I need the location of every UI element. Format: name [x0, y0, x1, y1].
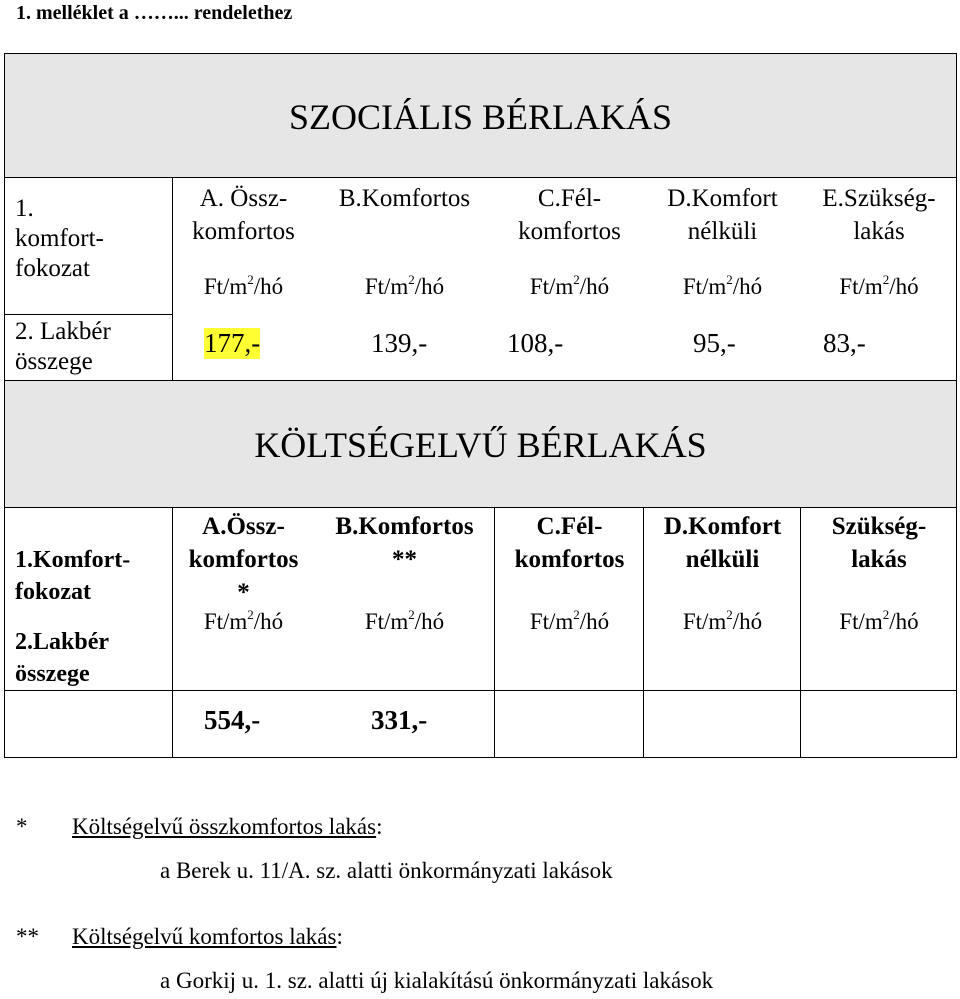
social-unit-d: $Ft/m^2/hó$ [682, 272, 763, 299]
cost-price-b: 331,- [371, 705, 428, 735]
cost-col-e: Szükség- lakás [831, 513, 927, 573]
cost-left-continuation [5, 691, 173, 758]
social-price-c: 108,- [507, 328, 564, 358]
cost-price-e [801, 691, 957, 758]
social-unit-b: $Ft/m^2/hó$ [364, 272, 445, 299]
social-unit-c: $Ft/m^2/hó$ [529, 272, 610, 299]
cost-price-d [644, 691, 801, 758]
cost-unit-a: $Ft/m^2/hó$ [203, 607, 284, 634]
social-title-cell [5, 54, 957, 178]
footnote-1-detail: a Berek u. 11/A. sz. alatti önkormányzati lakások [160, 858, 613, 883]
cost-price-c [495, 691, 644, 758]
cost-comfort-label: 1.Komfort- fokozat 2.Lakbér összege [5, 508, 173, 691]
cost-col-c: C.Fél- komfortos [514, 513, 625, 573]
footnote-2-title: Költségelvű komfortos lakás: [72, 924, 343, 949]
cost-unit-e: $Ft/m^2/hó$ [839, 607, 919, 634]
cost-unit-c: $Ft/m^2/hó$ [529, 607, 610, 634]
social-comfort-label: 1. komfort- fokozat [5, 178, 173, 315]
cost-price-ab [173, 691, 495, 758]
cost-rent-table [4, 380, 957, 758]
social-unit-a: $Ft/m^2/hó$ [203, 272, 284, 299]
footnote-2-mark: ** [16, 924, 39, 949]
cost-col-d: D.Komfort nélküli [663, 513, 782, 573]
cost-header-d [644, 508, 801, 691]
cost-title: KÖLTSÉGELVŰ BÉRLAKÁS [254, 425, 707, 465]
cost-unit-b: $Ft/m^2/hó$ [364, 607, 445, 634]
cost-header-ab [173, 508, 495, 691]
social-rent-table [4, 53, 957, 382]
social-price-d: 95,- [693, 328, 736, 358]
social-unit-e: $Ft/m^2/hó$ [839, 272, 919, 299]
social-col-c: C.Fél- komfortos [518, 185, 621, 245]
social-rent-label: 2. Lakbér összege [5, 314, 173, 382]
social-col-b: B.Komfortos [338, 185, 471, 212]
cost-col-a: A.Össz- komfortos * [188, 513, 299, 606]
social-header-block [173, 178, 957, 315]
footnote-1-mark: * [16, 814, 28, 839]
social-title: SZOCIÁLIS BÉRLAKÁS [289, 97, 673, 137]
social-price-a: 177,- [204, 328, 261, 358]
footnote-2-detail: a Gorkij u. 1. sz. alatti új kialakítású önkormányzati lakások [160, 968, 714, 993]
cost-unit-d: $Ft/m^2/hó$ [682, 607, 763, 634]
cost-header-e [801, 508, 957, 691]
cost-col-b: B.Komfortos ** [335, 513, 474, 573]
cost-header-c [495, 508, 644, 691]
cost-price-a: 554,- [204, 705, 261, 735]
document-header-note: 1. melléklet a ……... rendelethez [16, 2, 293, 24]
social-price-row [173, 314, 957, 382]
social-col-e: E.Szükség- lakás [822, 185, 936, 245]
social-col-d: D.Komfort nélküli [667, 185, 778, 245]
social-col-a: A. Össz- komfortos [192, 185, 295, 245]
footnote-1-title: Költségelvű összkomfortos lakás: [72, 814, 383, 839]
cost-title-cell [5, 381, 957, 508]
social-price-b: 139,- [371, 328, 428, 358]
social-price-e: 83,- [823, 328, 866, 358]
